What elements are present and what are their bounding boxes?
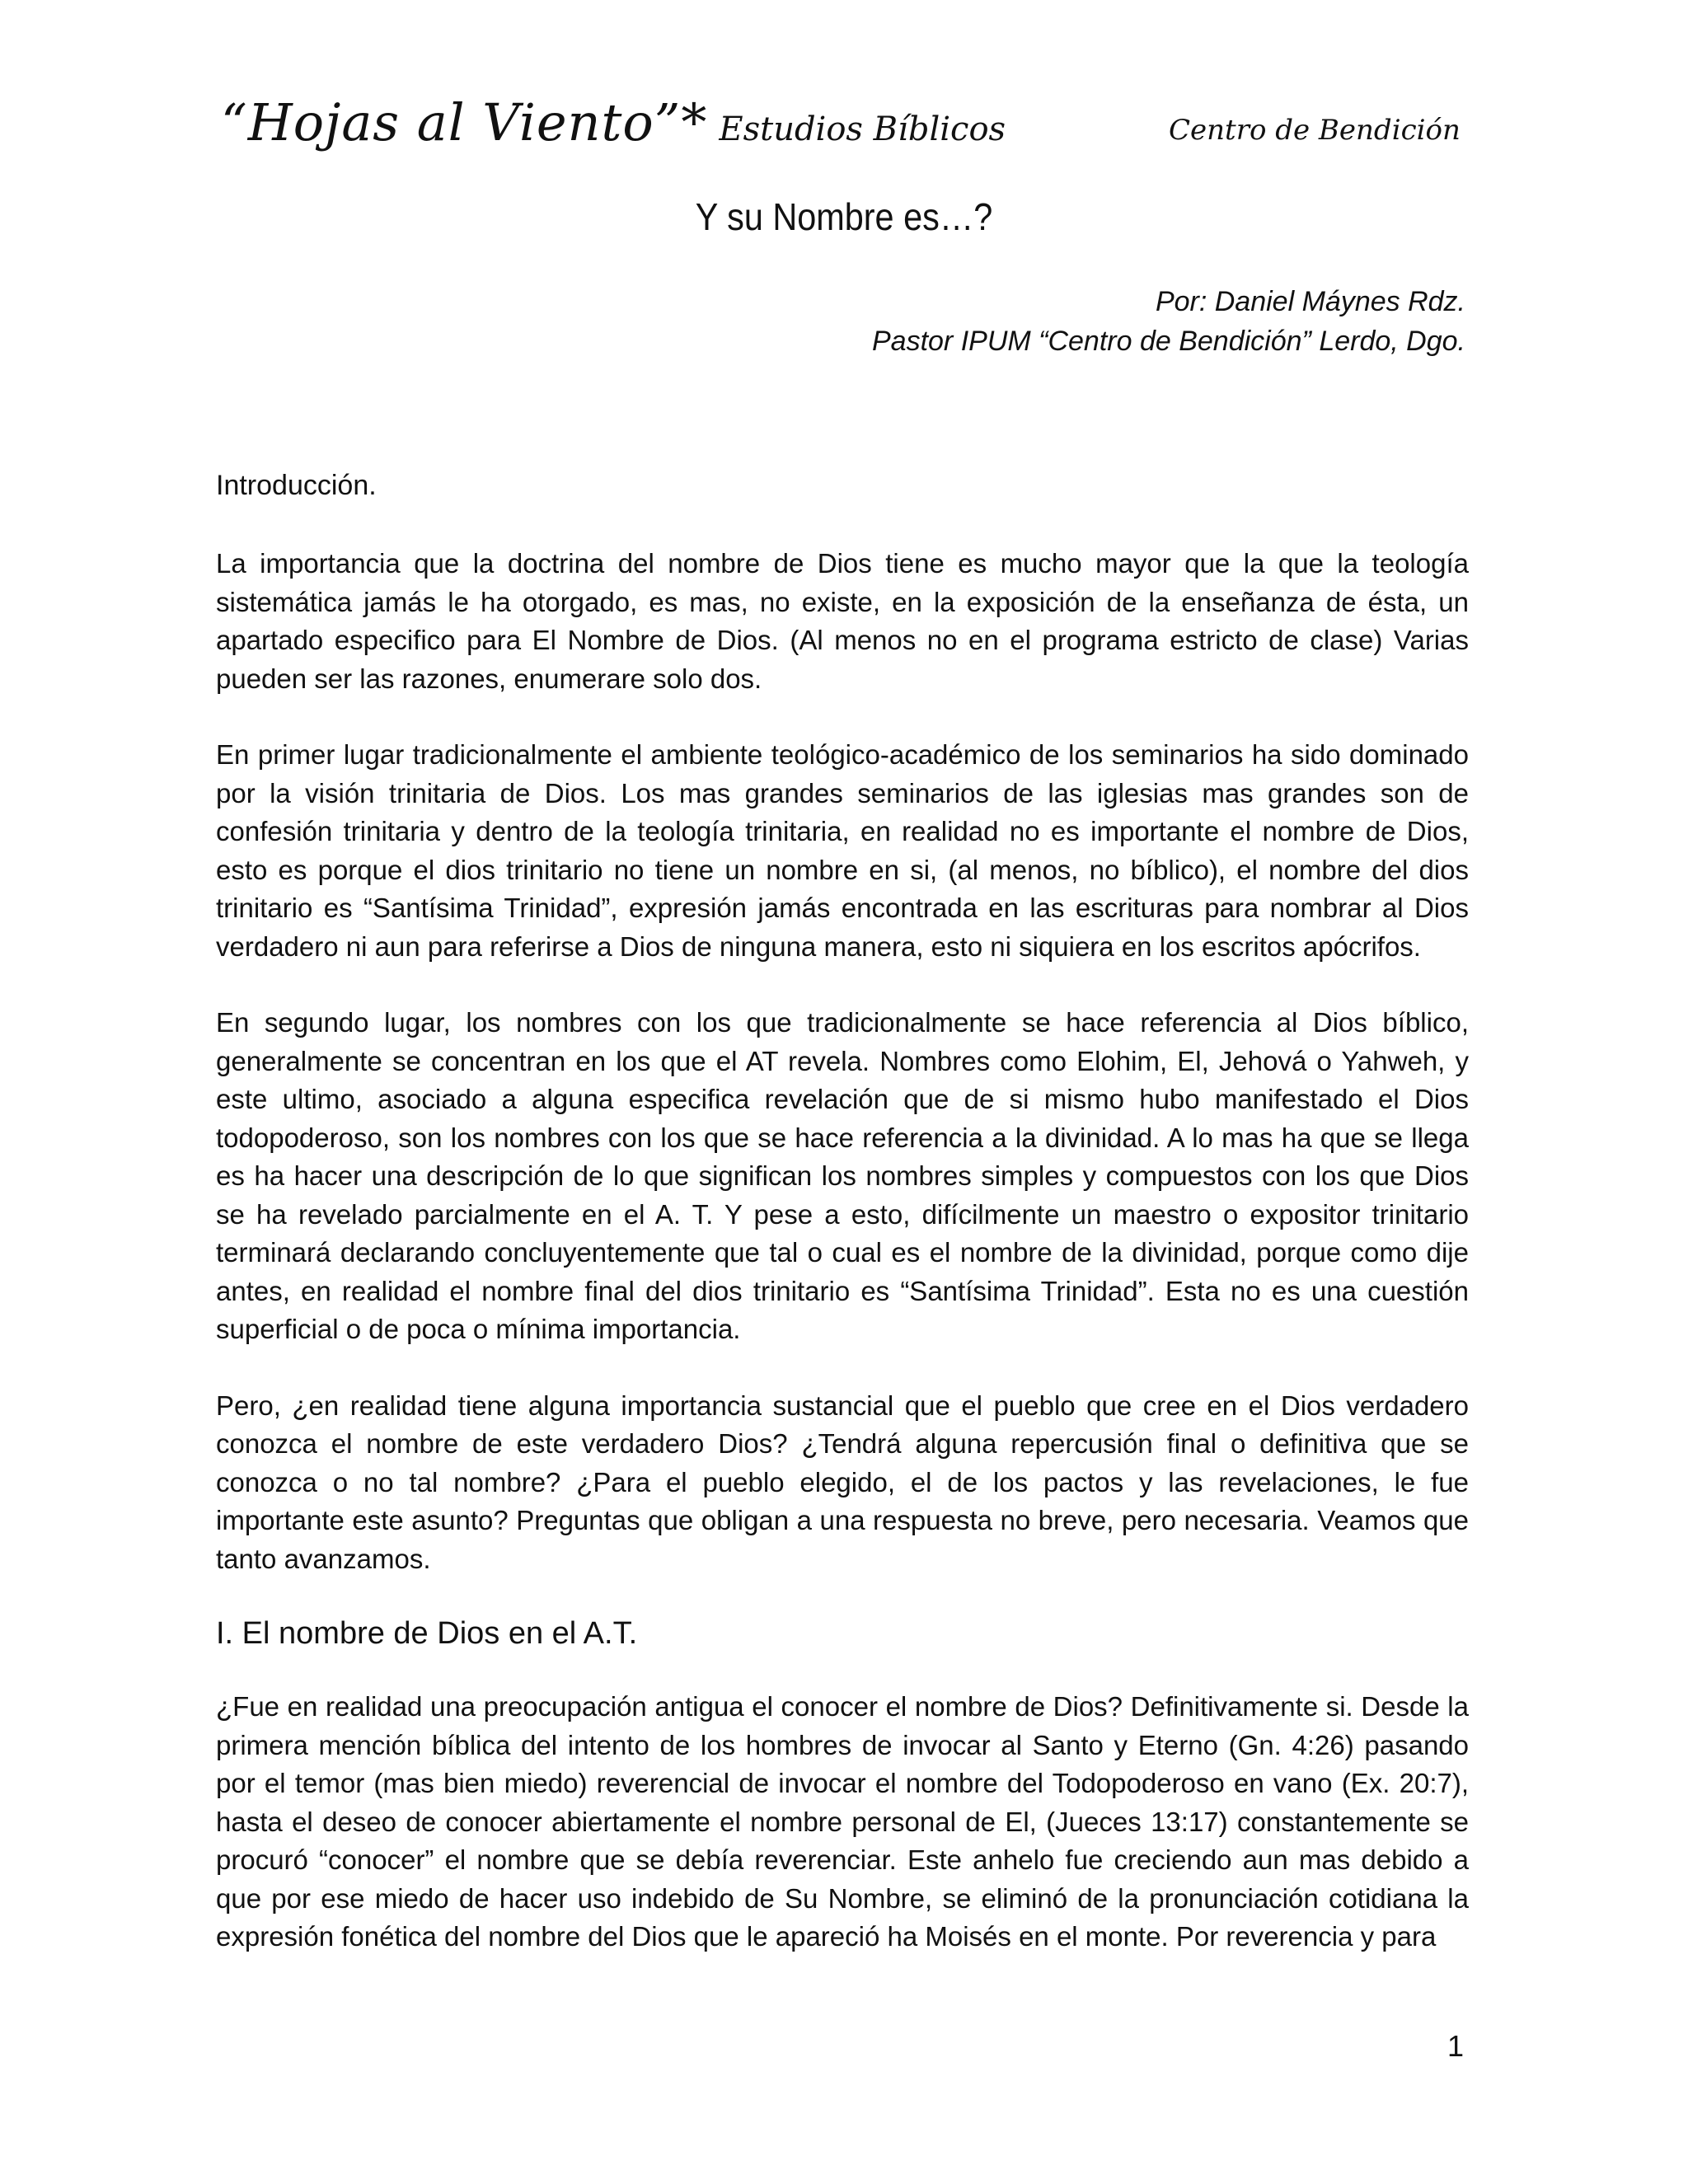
header-title: “Hojas al Viento”* (221, 92, 708, 152)
page-header (221, 92, 1006, 152)
page-number: 1 (1447, 2029, 1464, 2063)
document-title: Y su Nombre es…? (695, 195, 993, 238)
header-church-name: Centro de Bendición (1169, 114, 1461, 147)
intro-paragraph: Pero, ¿en realidad tiene alguna importancia sustancial que el pueblo que cree en el Dios verdadero conozca el nombre de este verdadero Dios? ¿Tendrá alguna repercusión final o definitiva que se conozca o no tal nombre? ¿Para el pueblo elegido, el de los pactos y las revelaciones, le fue importante este asunto? Preguntas que obligan a una respuesta no breve, pero necesaria. Veamos que tanto avanzamos. (216, 1390, 1469, 1574)
header-subtitle: Estudios Bíblicos (719, 110, 1006, 148)
intro-paragraph: En segundo lugar, los nombres con los que tradicionalmente se hace referencia al Dios bíblico, generalmente se concentran en los que el AT revela. Nombres como Elohim, El, Jehová o Yahweh, y este ultimo, asociado a alguna especifica revelación que de si mismo hubo manifestado el Dios todopoderoso, son los nombres con los que se hace referencia a la divinidad. A lo mas ha que se llega es ha hacer una descripción de lo que significan los nombres simples y compuestos con los que Dios se ha revelado parcialmente en el A. T. Y pese a esto, difícilmente un maestro o expositor trinitario terminará declarando concluyentemente que tal o cual es el nombre de la divinidad, porque como dije antes, en realidad el nombre final del dios trinitario es “Santísima Trinidad”. Esta no es una cuestión superficial o de poca o mínima importancia. (216, 1007, 1469, 1344)
document-body (216, 470, 1469, 1994)
author-name: Por: Daniel Máynes Rdz. (1155, 286, 1465, 317)
section-1-heading: I. El nombre de Dios en el A.T. (216, 1616, 638, 1651)
author-block (872, 282, 1465, 361)
section-1-paragraph: ¿Fue en realidad una preocupación antigua el conocer el nombre de Dios? Definitivamente si. Desde la primera mención bíblica del intento de los hombres de invocar al Santo y Eterno (Gn. 4:26) pasando por el temor (mas bien miedo) reverencial de invocar el nombre del Todopoderoso en vano (Ex. 20:7), hasta el deseo de conocer abiertamente el nombre personal de El, (Jueces 13:17) constantemente se procuró “conocer” el nombre que se debía reverenciar. Este anhelo fue creciendo aun mas debido a que por ese miedo de hacer uso indebido de Su Nombre, se eliminó de la pronunciación cotidiana la expresión fonética del nombre del Dios que le apareció ha Moisés en el monte. Por reverencia y para (216, 1691, 1469, 1952)
intro-paragraph: En primer lugar tradicionalmente el ambiente teológico-académico de los seminarios ha sido dominado por la visión trinitaria de Dios. Los mas grandes seminarios de las iglesias mas grandes son de confesión trinitaria y dentro de la teología trinitaria, en realidad no es importante el nombre de Dios, esto es porque el dios trinitario no tiene un nombre en si, (al menos, no bíblico), el nombre del dios trinitario es “Santísima Trinidad”, expresión jamás encontrada en las escrituras para nombrar al Dios verdadero ni aun para referirse a Dios de ninguna manera, esto ni siquiera en los escritos apócrifos. (216, 739, 1469, 962)
author-affiliation: Pastor IPUM “Centro de Bendición” Lerdo, Dgo. (871, 326, 1465, 357)
intro-heading: Introducción. (216, 470, 377, 501)
intro-paragraph: La importancia que la doctrina del nombre de Dios tiene es mucho mayor que la que la teología sistemática jamás le ha otorgado, es mas, no existe, en la exposición de la enseñanza de ésta, un apartado especifico para El Nombre de Dios. (Al menos no en el programa estricto de clase) Varias pueden ser las razones, enumerare solo dos. (216, 548, 1469, 694)
